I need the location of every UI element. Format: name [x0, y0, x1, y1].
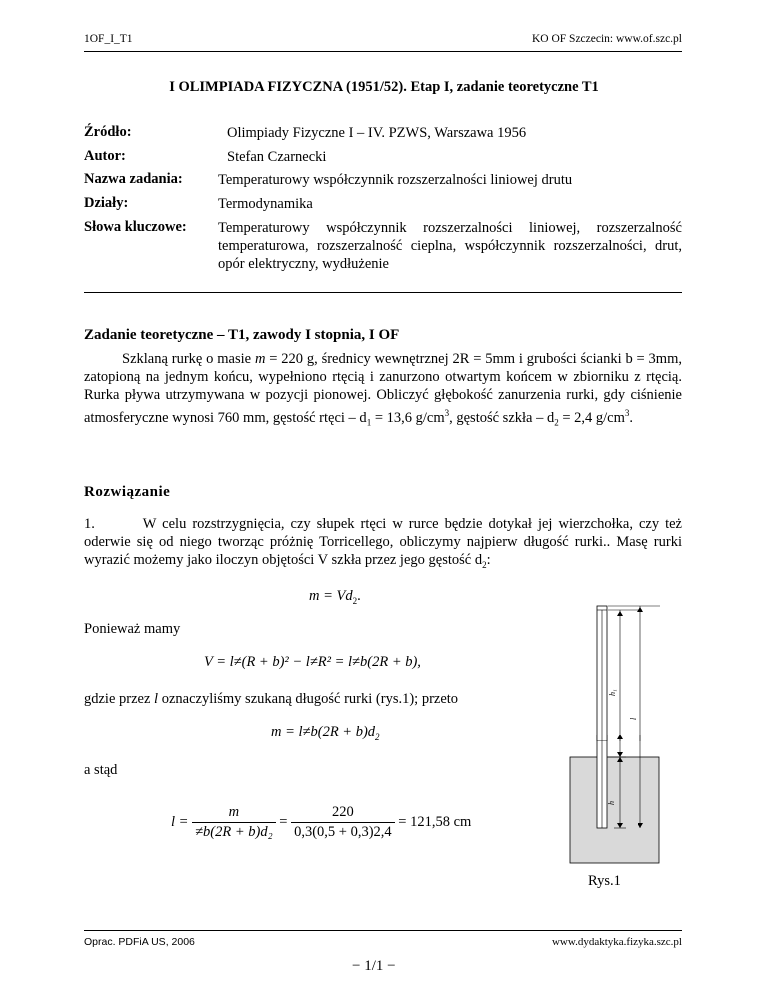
footer-left: Oprac. PDFiA US, 2006 [84, 936, 195, 948]
header-right: KO OF Szczecin: www.of.szc.pl [532, 33, 682, 45]
arrow-down [638, 823, 643, 828]
meta-value-source: Olimpiady Fizyczne I – IV. PZWS, Warszawa 1956 [227, 125, 527, 141]
solution-paragraph-2: Ponieważ mamy [84, 621, 181, 637]
solution-paragraph-1: 1. W celu rozstrzygnięcia, czy słupek rtęci w rurce będzie dotykał jej wierzchołka, czy też oderwie się od niego tworząc próżnię Torricellego, obliczymy najpierw długość rurki.. Masę rurki wyrazić możemy jako iloczyn objętości V szkła przez jego gęstość $d_2$: [84, 516, 686, 570]
solution-paragraph-4: a stąd [84, 762, 118, 778]
equation-mass: $m = Vd_2$. [309, 588, 361, 606]
meta-value-task-name: Temperaturowy współczynnik rozszerzalności liniowej drutu [218, 172, 573, 188]
meta-value-sections: Termodynamika [218, 196, 313, 212]
mercury-tank [570, 757, 659, 863]
arrow-up [617, 611, 623, 616]
page-number: − 1/1 − [352, 958, 396, 974]
task-text: Szklaną rurkę o masie m = 220 g, średnicy wewnętrznej 2R = 5mm i grubości ścianki b = 3mm, zatopioną na jednym końcu, wypełniono rtęcią i zanurzono otwartym końcem w zbiorniku z rtęcią. Rurka pływa utrzymywana w pozycji pionowej. Obliczyć głębokość zanurzenia rurki, gdy ciśnienie atmosferyczne wynosi 760 mm, gęstość rtęci – $d_1 = 13,6$ $g/cm^3$, gęstość szkła – $d_2 = 2,4$ $g/cm^3$. [84, 351, 682, 428]
equation-volume: V = l≠(R + b)² − l≠R² = l≠b(2R + b), [204, 654, 421, 670]
arrow-down [617, 752, 623, 757]
meta-rule [84, 292, 682, 293]
label-l: l [629, 717, 638, 720]
meta-value-keywords: Temperaturowy współczynnik rozszerzalności liniowej, rozszerzalność temperaturowa, rozszerzalność cieplna, współczynnik rozszerzalności, drut, opór elektryczny, wydłużenie [218, 220, 682, 272]
solution-heading: Rozwiązanie [84, 484, 171, 500]
figure-caption: Rys.1 [588, 873, 621, 889]
fraction-numeric: $\frac{220}{0,3(0,5 + 0,3)2,4}$ [291, 804, 395, 841]
arrow-up [637, 607, 643, 612]
header-left: 1OF_I_T1 [84, 33, 133, 45]
equation-mass-length: $m = l\ne b(2R + b)d_2$ [271, 724, 380, 742]
tube-figure-upper [560, 596, 670, 741]
header-rule [84, 51, 682, 52]
meta-label-task-name: Nazwa zadania: [84, 171, 183, 187]
meta-label-source: Źródło: [84, 124, 132, 140]
label-h1: h₁ [608, 689, 617, 696]
dimension-l-outer-lower [638, 735, 644, 870]
footer-rule [84, 930, 682, 931]
tube-figure [560, 735, 670, 870]
meta-value-author: Stefan Czarnecki [227, 149, 327, 165]
solution-paragraph-3: gdzie przez l oznaczyliśmy szukaną długość rurki (rys.1); przeto [84, 691, 459, 707]
meta-label-sections: Działy: [84, 195, 129, 211]
equation-length-result: l = $\frac{m}{\text{≠b(2R + b)d₂}}$ = $\frac{220}{0,3(0,5 + 0,3)2,4}$ = 121,58 cm [171, 804, 472, 840]
label-h: h [607, 801, 616, 805]
fraction-symbolic: $\frac{m}{\text{≠b(2R + b)d₂}}$ [192, 804, 276, 841]
footer-right: www.dydaktyka.fizyka.szc.pl [551, 936, 682, 948]
task-heading: Zadanie teoretyczne – T1, zawody I stopnia, I OF [84, 327, 400, 343]
meta-label-keywords: Słowa kluczowe: [84, 219, 187, 235]
meta-label-author: Autor: [84, 148, 126, 164]
page-title: I OLIMPIADA FIZYCZNA (1951/52). Etap I, zadanie teoretyczne T1 [169, 79, 599, 95]
